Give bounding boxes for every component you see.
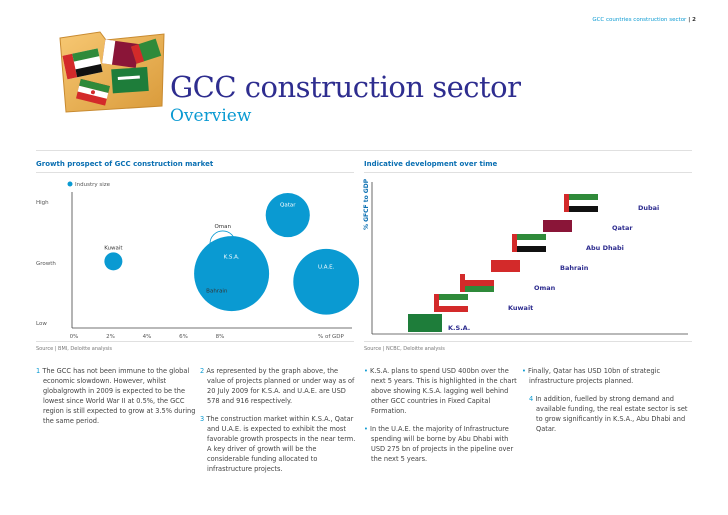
flags-folder-icon — [52, 20, 174, 120]
flag-qatar — [538, 214, 572, 232]
flag-label-ksa: K.S.A. — [448, 324, 471, 332]
uae-text: In the U.A.E. the majority of Infrastructure spending will be borne by Abu Dhabi with USD 275 bn of projects in the pipeline over the next 5 years. — [370, 425, 514, 463]
flag-abudhabi — [512, 234, 546, 252]
flag-kuwait — [434, 294, 468, 312]
y-label-growth: Growth — [36, 261, 56, 267]
flag-bahrain — [486, 254, 520, 272]
left-chart-bottom-rule — [36, 341, 354, 342]
header-section: GCC countries construction sector — [592, 17, 687, 23]
note-number-3: 3 — [200, 415, 205, 423]
left-chart-title: Growth prospect of GCC construction market — [36, 160, 214, 168]
bubble-ksa — [194, 236, 269, 311]
title-rule — [36, 150, 692, 151]
development-chart — [358, 174, 694, 340]
flag-oman — [460, 274, 494, 292]
flag-label-oman: Oman — [534, 284, 556, 292]
legend-bubble-icon — [68, 182, 73, 187]
note-number-4: 4 — [529, 395, 534, 403]
note-3-text: The construction market within K.S.A., Qatar and U.A.E. is expected to exhibit the most favorable growth prospects in the near term. A key driver of growth will be the considerable funding allocated to infrastructure projects. — [206, 415, 356, 473]
right-y-axis-label: % GFCF to GDP — [363, 178, 370, 230]
x-axis-label: % of GDP — [318, 334, 344, 340]
text-column-1 — [36, 366, 196, 434]
note-2-text: As represented by the graph above, the value of projects planned or under way as of 20 July 2009 for K.S.A. and U.A.E. are USD 578 and 916 respectively. — [206, 367, 355, 405]
page-header — [592, 17, 696, 23]
flag-label-bahrain: Bahrain — [560, 264, 589, 272]
text-column-2 — [200, 366, 358, 482]
right-chart-source: Source | NCBC, Deloitte analysis — [364, 346, 445, 352]
flag-label-dubai: Dubai — [638, 204, 660, 212]
right-chart-top-rule — [364, 172, 692, 173]
note-number-1: 1 — [36, 367, 41, 375]
page-title: GCC construction sector — [170, 70, 521, 104]
x-tick-label: 4% — [142, 334, 152, 340]
page-subtitle: Overview — [170, 106, 252, 126]
x-tick-label: 2% — [106, 334, 115, 340]
left-chart-source: Source | BMI, Deloitte analysis — [36, 346, 113, 352]
bullet-uae: • — [364, 425, 368, 433]
note-1-text: The GCC has not been immune to the global economic slowdown. However, whilst globalgrowth in 2009 is expected to be the lowest since World War II at 0.5%, the GCC region is still expected to grow at 3.5% during the same period. — [42, 367, 196, 425]
bubble-label-oman: Oman — [214, 223, 232, 230]
note-4-text: In addition, fuelled by strong demand and available funding, the real estate sector is set to grow significantly in K.S.A., Abu Dhabi and Qatar. — [535, 395, 688, 433]
right-chart-bottom-rule — [364, 341, 692, 342]
y-label-high: High — [36, 200, 49, 206]
header-separator: | — [686, 17, 693, 23]
ksa-text: K.S.A. plans to spend USD 400bn over the next 5 years. This is highlighted in the chart above showing K.S.A. lagging well behind other GCC countries in Fixed Capital Formation. — [370, 367, 517, 415]
flag-ksa — [408, 314, 442, 332]
flag-label-qatar: Qatar — [612, 224, 633, 232]
flag-dubai — [564, 194, 598, 212]
x-tick-label: 8% — [215, 334, 225, 340]
text-column-3 — [364, 366, 522, 472]
bubble-uae — [293, 249, 359, 315]
bullet-ksa: • — [364, 367, 368, 375]
bubble-label-qatar: Qatar — [280, 202, 296, 209]
qatar-text: Finally, Qatar has USD 10bn of strategic infrastructure projects planned. — [528, 367, 661, 385]
bullet-qatar: • — [522, 367, 526, 375]
right-chart-title: Indicative development over time — [364, 160, 498, 168]
left-chart-top-rule — [36, 172, 354, 173]
text-column-4 — [522, 366, 694, 442]
bubble-qatar — [266, 193, 310, 237]
y-label-low: Low — [36, 321, 47, 327]
bubble-label-ksa: K.S.A. — [223, 254, 240, 261]
bubble-kuwait — [104, 252, 122, 270]
bubble-bahrain — [212, 296, 222, 306]
flag-label-kuwait: Kuwait — [508, 304, 534, 312]
growth-bubble-chart — [30, 174, 360, 340]
bubble-label-uae: U.A.E. — [317, 264, 335, 271]
bubble-label-bahrain: Bahrain — [206, 288, 228, 295]
x-tick-label: 0% — [69, 334, 79, 340]
legend-label: Industry size — [75, 182, 111, 188]
x-tick-label: 6% — [179, 334, 188, 340]
page-number: 2 — [692, 17, 696, 23]
flag-label-abudhabi: Abu Dhabi — [586, 244, 624, 252]
note-number-2: 2 — [200, 367, 205, 375]
bubble-label-kuwait: Kuwait — [104, 245, 123, 252]
